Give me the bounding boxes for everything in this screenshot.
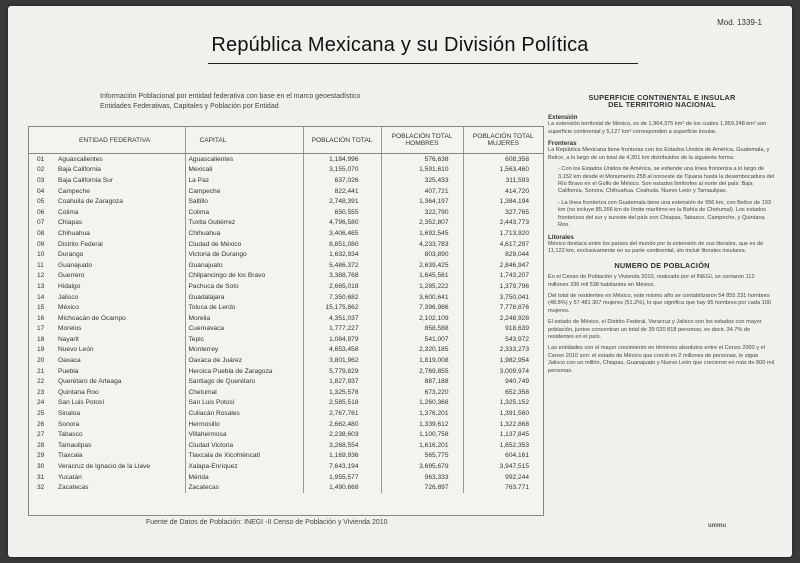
table-row bbox=[29, 228, 543, 239]
row-entity: Hidalgo bbox=[58, 282, 81, 290]
row-men: 3,600,641 bbox=[381, 292, 463, 303]
row-capital: Toluca de Lerdo bbox=[185, 302, 303, 313]
row-men: 4,233,783 bbox=[381, 239, 463, 250]
row-women: 3,947,515 bbox=[463, 461, 543, 472]
row-capital: Culiacán Rosales bbox=[185, 408, 303, 419]
data-source-note: Fuente de Datos de Población: INEGI -II Censo de Población y Vivienda 2010 bbox=[146, 519, 388, 526]
table-row bbox=[29, 345, 543, 356]
row-men: 2,639,425 bbox=[381, 260, 463, 271]
table-row bbox=[29, 260, 543, 271]
row-number: 28 bbox=[37, 441, 45, 449]
row-men: 1,285,222 bbox=[381, 281, 463, 292]
row-capital: Tepic bbox=[185, 334, 303, 345]
row-men: 1,339,612 bbox=[381, 419, 463, 430]
row-total: 822,441 bbox=[303, 186, 381, 197]
table-row bbox=[29, 292, 543, 303]
row-total: 1,955,577 bbox=[303, 472, 381, 483]
col-header-number bbox=[29, 127, 55, 154]
row-capital: Tuxtla Gutiérrez bbox=[185, 218, 303, 229]
row-women: 1,384,194 bbox=[463, 196, 543, 207]
page-title: República Mexicana y su División Política bbox=[211, 34, 589, 56]
extension-text: La extensión territorial de México, es de 1,964,375 km² de los cuales 1,959,248 km² son superficie continental y 5,127 km² corresponden a superficie insular. bbox=[548, 121, 767, 135]
side-info-column bbox=[548, 94, 776, 379]
row-capital: Monterrey bbox=[185, 345, 303, 356]
table-row bbox=[29, 281, 543, 292]
row-entity: Michoacán de Ocampo bbox=[58, 314, 126, 322]
table-row bbox=[29, 313, 543, 324]
row-number: 08 bbox=[37, 229, 45, 237]
row-men: 2,352,807 bbox=[381, 218, 463, 229]
row-capital: Xalapa-Enríquez bbox=[185, 461, 303, 472]
row-men: 1,616,201 bbox=[381, 440, 463, 451]
row-entity: Aguascalientes bbox=[58, 155, 103, 163]
row-number: 18 bbox=[37, 335, 45, 343]
col-header-entity: ENTIDAD FEDERATIVA bbox=[55, 127, 185, 154]
row-men: 887,188 bbox=[381, 376, 463, 387]
row-number: 30 bbox=[37, 463, 45, 471]
row-entity: Zacatecas bbox=[58, 484, 89, 492]
population-heading: NUMERO DE POBLACIÓN bbox=[614, 260, 710, 270]
row-number: 26 bbox=[37, 420, 45, 428]
row-number: 11 bbox=[37, 261, 44, 269]
table-row bbox=[29, 408, 543, 419]
row-women: 829,044 bbox=[463, 249, 543, 260]
table-row bbox=[29, 239, 543, 250]
row-total: 7,350,682 bbox=[303, 292, 381, 303]
table-row bbox=[29, 451, 543, 462]
row-number: 15 bbox=[37, 304, 45, 312]
population-table-panel bbox=[28, 126, 544, 516]
row-men: 1,100,758 bbox=[381, 429, 463, 440]
row-total: 4,653,458 bbox=[303, 345, 381, 356]
row-capital: Chetumal bbox=[185, 387, 303, 398]
row-entity: Guerrero bbox=[58, 272, 85, 280]
side-heading-1: SUPERFICIE CONTINENTAL E INSULAR bbox=[588, 93, 736, 102]
row-men: 565,775 bbox=[381, 451, 463, 462]
row-men: 1,591,610 bbox=[381, 165, 463, 176]
row-number: 12 bbox=[37, 272, 45, 280]
population-text-2: Del total de residentes en México, este mismo año se contabilizaron 54 855 231 hombres (48.8%) y 57 481 307 mujeres (51.2%), lo que significa que hay 95 hombres por cada 100 mujeres. bbox=[548, 292, 771, 314]
row-entity: Durango bbox=[58, 251, 84, 259]
row-entity: Tabasco bbox=[58, 431, 83, 439]
row-women: 2,443,773 bbox=[463, 218, 543, 229]
row-men: 1,260,366 bbox=[381, 398, 463, 409]
row-number: 17 bbox=[37, 325, 45, 333]
row-entity: Baja California Sur bbox=[58, 176, 113, 184]
row-entity: Veracruz de Ignacio de la Llave bbox=[58, 463, 151, 471]
table-row bbox=[29, 482, 543, 493]
row-capital: Santiago de Querétaro bbox=[185, 376, 303, 387]
row-capital: Ciudad de México bbox=[185, 239, 303, 250]
row-entity: Campeche bbox=[58, 187, 90, 195]
table-row bbox=[29, 165, 543, 176]
table-row bbox=[29, 440, 543, 451]
row-number: 01 bbox=[37, 155, 45, 163]
table-row bbox=[29, 387, 543, 398]
row-entity: Baja California bbox=[58, 166, 101, 174]
row-capital: Guadalajara bbox=[185, 292, 303, 303]
row-entity: Chiapas bbox=[58, 219, 83, 227]
row-number: 23 bbox=[37, 388, 45, 396]
row-men: 541,007 bbox=[381, 334, 463, 345]
row-capital: Oaxaca de Juárez bbox=[185, 355, 303, 366]
row-number: 16 bbox=[37, 314, 45, 322]
row-number: 06 bbox=[37, 208, 45, 216]
row-women: 4,617,297 bbox=[463, 239, 543, 250]
intro-line-1: Información Poblacional por entidad federativa con base en el marco geoestadístico bbox=[100, 93, 361, 100]
row-capital: Zacatecas bbox=[185, 482, 303, 493]
row-men: 1,692,545 bbox=[381, 228, 463, 239]
row-number: 10 bbox=[37, 251, 45, 259]
intro-line-2: Entidades Federativas, Capitales y Población por Entidad bbox=[100, 103, 279, 110]
table-row bbox=[29, 186, 543, 197]
row-entity: San Luis Potosí bbox=[58, 399, 105, 407]
coasts-text: México destaca entre los países del mundo por la extensión de sus litorales, que es de 11,122 km, exclusivamente en su parte continental, sin incluir litorales insulares. bbox=[548, 240, 764, 255]
table-row bbox=[29, 196, 543, 207]
row-capital: Morelia bbox=[185, 313, 303, 324]
row-number: 03 bbox=[37, 176, 45, 184]
row-women: 1,325,152 bbox=[463, 398, 543, 409]
row-capital: Campeche bbox=[185, 186, 303, 197]
row-total: 3,801,962 bbox=[303, 355, 381, 366]
table-row bbox=[29, 355, 543, 366]
row-total: 3,406,465 bbox=[303, 228, 381, 239]
population-table bbox=[29, 127, 543, 493]
row-total: 1,325,578 bbox=[303, 387, 381, 398]
row-total: 637,026 bbox=[303, 175, 381, 186]
row-total: 2,585,518 bbox=[303, 398, 381, 409]
row-number: 32 bbox=[37, 484, 45, 492]
row-entity: Oaxaca bbox=[58, 357, 81, 365]
borders-text: La República Mexicana tiene fronteras con los Estados Unidos de América, Guatemala, y Belice, a lo largo de un total de 4,301 km distribuidos de la siguiente forma: bbox=[548, 147, 770, 161]
row-number: 21 bbox=[37, 367, 45, 375]
row-capital: Hermosillo bbox=[185, 419, 303, 430]
row-total: 1,777,227 bbox=[303, 324, 381, 335]
row-total: 2,748,391 bbox=[303, 196, 381, 207]
table-row bbox=[29, 249, 543, 260]
row-women: 414,720 bbox=[463, 186, 543, 197]
row-capital: La Paz bbox=[185, 175, 303, 186]
row-total: 1,490,668 bbox=[303, 482, 381, 493]
row-entity: Sonora bbox=[58, 420, 80, 428]
row-entity: Puebla bbox=[58, 367, 79, 375]
row-entity: Querétaro de Arteaga bbox=[58, 378, 122, 386]
row-women: 311,593 bbox=[463, 175, 543, 186]
row-entity: Tlaxcala bbox=[58, 452, 83, 460]
row-capital: Ciudad Victoria bbox=[185, 440, 303, 451]
row-total: 650,555 bbox=[303, 207, 381, 218]
table-body bbox=[29, 154, 543, 494]
row-capital: Colima bbox=[185, 207, 303, 218]
row-entity: Jalisco bbox=[58, 293, 79, 301]
table-row bbox=[29, 366, 543, 377]
row-entity: Coahuila de Zaragoza bbox=[58, 198, 123, 206]
row-men: 963,333 bbox=[381, 472, 463, 483]
row-men: 2,320,185 bbox=[381, 345, 463, 356]
row-capital: Aguascalientes bbox=[185, 154, 303, 165]
row-number: 22 bbox=[37, 378, 45, 386]
col-header-women: POBLACIÓN TOTAL MUJERES bbox=[463, 127, 543, 154]
table-row bbox=[29, 324, 543, 335]
row-number: 20 bbox=[37, 357, 45, 365]
intro-text bbox=[100, 92, 360, 112]
row-number: 09 bbox=[37, 240, 45, 248]
table-row bbox=[29, 472, 543, 483]
row-men: 803,890 bbox=[381, 249, 463, 260]
table-row bbox=[29, 154, 543, 165]
row-number: 13 bbox=[37, 282, 45, 290]
row-women: 543,972 bbox=[463, 334, 543, 345]
row-women: 2,846,947 bbox=[463, 260, 543, 271]
population-text-3: El estado de México, el Distrito Federal, Veracruz y Jalisco son los estados con mayor población, juntos concentran un total de 39 020 818 personas, es decir, 34.7% de residentes en el país. bbox=[548, 319, 762, 340]
row-women: 1,379,796 bbox=[463, 281, 543, 292]
title-underline bbox=[208, 63, 638, 64]
row-capital: Saltillo bbox=[185, 196, 303, 207]
population-text-4: Las entidades con el mayor crecimiento en términos absolutos entre el Censo 2000 y el Censo 2010 son: el estado de México que creció en 2 millones de personas, le sigue Jalisco con un millón, Chiapas, Guanajuato y Nuevo León que crecieron en más de 800 mil personas. bbox=[548, 345, 775, 374]
row-men: 726,897 bbox=[381, 482, 463, 493]
row-capital: San Luis Potosí bbox=[185, 398, 303, 409]
row-entity: Colima bbox=[58, 208, 79, 216]
row-capital: Cuernavaca bbox=[185, 324, 303, 335]
row-total: 5,486,372 bbox=[303, 260, 381, 271]
model-code: Mod. 1339-1 bbox=[717, 18, 762, 27]
side-heading-2: DEL TERRITORIO NACIONAL bbox=[608, 100, 716, 110]
row-number: 24 bbox=[37, 399, 45, 407]
row-total: 4,796,580 bbox=[303, 218, 381, 229]
table-row bbox=[29, 207, 543, 218]
row-capital: Chihuahua bbox=[185, 228, 303, 239]
row-capital: Guanajuato bbox=[185, 260, 303, 271]
row-entity: Nuevo León bbox=[58, 346, 94, 354]
publisher-logo: ummu bbox=[708, 523, 726, 529]
table-row bbox=[29, 376, 543, 387]
row-women: 2,333,273 bbox=[463, 345, 543, 356]
table-row bbox=[29, 218, 543, 229]
row-entity: Quintana Roo bbox=[58, 388, 99, 396]
row-capital: Victoria de Durango bbox=[185, 249, 303, 260]
row-women: 652,358 bbox=[463, 387, 543, 398]
row-number: 29 bbox=[37, 452, 45, 460]
row-men: 576,638 bbox=[381, 154, 463, 165]
row-men: 1,364,197 bbox=[381, 196, 463, 207]
row-total: 1,827,937 bbox=[303, 376, 381, 387]
table-row bbox=[29, 461, 543, 472]
row-total: 5,779,829 bbox=[303, 366, 381, 377]
row-total: 15,175,862 bbox=[303, 302, 381, 313]
row-men: 2,102,109 bbox=[381, 313, 463, 324]
row-number: 27 bbox=[37, 431, 45, 439]
table-row bbox=[29, 302, 543, 313]
borders-gt-text: - La línea fronteriza con Guatemala tiene una extensión de 956 km, con Belice de 193 km (no incluye 85.266 km de límite marítimo en la Bahía de Chetumal). Los estados fronterizos del sur y sureste del país son Chiapas, Tabasco, Campeche, y Quintana Roo. bbox=[558, 199, 772, 229]
row-capital: Mérida bbox=[185, 472, 303, 483]
row-total: 7,643,194 bbox=[303, 461, 381, 472]
row-entity: Tamaulipas bbox=[58, 441, 92, 449]
row-total: 2,767,761 bbox=[303, 408, 381, 419]
row-women: 1,982,954 bbox=[463, 355, 543, 366]
row-men: 858,588 bbox=[381, 324, 463, 335]
table-row bbox=[29, 429, 543, 440]
row-total: 1,169,936 bbox=[303, 451, 381, 462]
row-men: 7,396,986 bbox=[381, 302, 463, 313]
row-men: 2,769,855 bbox=[381, 366, 463, 377]
row-men: 1,645,561 bbox=[381, 271, 463, 282]
row-men: 1,819,008 bbox=[381, 355, 463, 366]
row-women: 918,639 bbox=[463, 324, 543, 335]
col-header-capital: CAPITAL bbox=[185, 127, 303, 154]
row-total: 1,632,934 bbox=[303, 249, 381, 260]
row-capital: Heroica Puebla de Zaragoza bbox=[185, 366, 303, 377]
row-total: 1,184,996 bbox=[303, 154, 381, 165]
row-women: 3,750,041 bbox=[463, 292, 543, 303]
row-women: 1,391,560 bbox=[463, 408, 543, 419]
row-women: 1,322,868 bbox=[463, 419, 543, 430]
row-total: 2,238,603 bbox=[303, 429, 381, 440]
row-women: 2,248,928 bbox=[463, 313, 543, 324]
row-capital: Villahermosa bbox=[185, 429, 303, 440]
row-women: 1,743,207 bbox=[463, 271, 543, 282]
row-number: 05 bbox=[37, 198, 45, 206]
row-number: 31 bbox=[37, 473, 45, 481]
row-entity: Morelos bbox=[58, 325, 82, 333]
row-capital: Mexicali bbox=[185, 165, 303, 176]
col-header-men: POBLACIÓN TOTAL HOMBRES bbox=[381, 127, 463, 154]
row-number: 07 bbox=[37, 219, 45, 227]
row-total: 2,665,018 bbox=[303, 281, 381, 292]
row-men: 3,695,679 bbox=[381, 461, 463, 472]
population-text-1: En el Censo de Población y Vivienda 2010, realizado por el INEGI, se contaron 112 millones 336 mil 538 habitantes en México. bbox=[548, 274, 755, 288]
row-men: 322,790 bbox=[381, 207, 463, 218]
row-entity: Yucatán bbox=[58, 473, 82, 481]
row-total: 4,351,037 bbox=[303, 313, 381, 324]
row-entity: Guanajuato bbox=[58, 261, 93, 269]
row-men: 407,721 bbox=[381, 186, 463, 197]
row-total: 8,851,080 bbox=[303, 239, 381, 250]
row-men: 325,433 bbox=[381, 175, 463, 186]
row-men: 673,220 bbox=[381, 387, 463, 398]
row-women: 940,749 bbox=[463, 376, 543, 387]
row-capital: Tlaxcala de Xicohténcatl bbox=[185, 451, 303, 462]
borders-us-text: - Con los Estados Unidos de América, se extiende una línea fronteriza a lo largo de 3,152 km desde el Monumento 258 al noroeste de Tijuana hasta la desembocadura del Río Bravo en el Golfo de México. Son estados limítrofes al norte del país: Baja California, Sonora, Chihuahua, Coahuila, Nuevo León y Tamaulipas. bbox=[558, 166, 775, 195]
row-women: 1,563,460 bbox=[463, 165, 543, 176]
col-header-total: POBLACIÓN TOTAL bbox=[303, 127, 381, 154]
row-number: 04 bbox=[37, 187, 45, 195]
row-women: 604,161 bbox=[463, 451, 543, 462]
row-women: 1,713,920 bbox=[463, 228, 543, 239]
coasts-title: Litorales bbox=[548, 233, 574, 241]
row-number: 02 bbox=[37, 166, 45, 174]
row-women: 992,244 bbox=[463, 472, 543, 483]
table-row bbox=[29, 334, 543, 345]
row-women: 3,009,974 bbox=[463, 366, 543, 377]
row-total: 1,084,979 bbox=[303, 334, 381, 345]
row-entity: Sinaloa bbox=[58, 410, 80, 418]
row-total: 2,662,480 bbox=[303, 419, 381, 430]
row-entity: México bbox=[58, 304, 79, 312]
row-total: 3,268,554 bbox=[303, 440, 381, 451]
row-women: 1,652,353 bbox=[463, 440, 543, 451]
row-total: 3,388,768 bbox=[303, 271, 381, 282]
row-total: 3,155,070 bbox=[303, 165, 381, 176]
row-entity: Nayarit bbox=[58, 335, 79, 343]
row-capital: Chilpancingo de los Bravo bbox=[185, 271, 303, 282]
table-row bbox=[29, 271, 543, 282]
row-capital: Pachuca de Soto bbox=[185, 281, 303, 292]
row-women: 7,778,876 bbox=[463, 302, 543, 313]
row-women: 608,358 bbox=[463, 154, 543, 165]
row-entity: Chihuahua bbox=[58, 229, 90, 237]
table-header-row bbox=[29, 127, 543, 154]
row-number: 19 bbox=[37, 346, 45, 354]
row-number: 25 bbox=[37, 410, 45, 418]
table-row bbox=[29, 175, 543, 186]
extension-title: Extensión bbox=[548, 113, 578, 121]
borders-title: Fronteras bbox=[548, 140, 577, 148]
row-women: 763,771 bbox=[463, 482, 543, 493]
row-entity: Distrito Federal bbox=[58, 240, 103, 248]
row-women: 327,765 bbox=[463, 207, 543, 218]
table-row bbox=[29, 419, 543, 430]
row-women: 1,137,845 bbox=[463, 429, 543, 440]
row-men: 1,376,201 bbox=[381, 408, 463, 419]
poster-sheet bbox=[8, 6, 792, 557]
row-number: 14 bbox=[37, 293, 45, 301]
table-row bbox=[29, 398, 543, 409]
